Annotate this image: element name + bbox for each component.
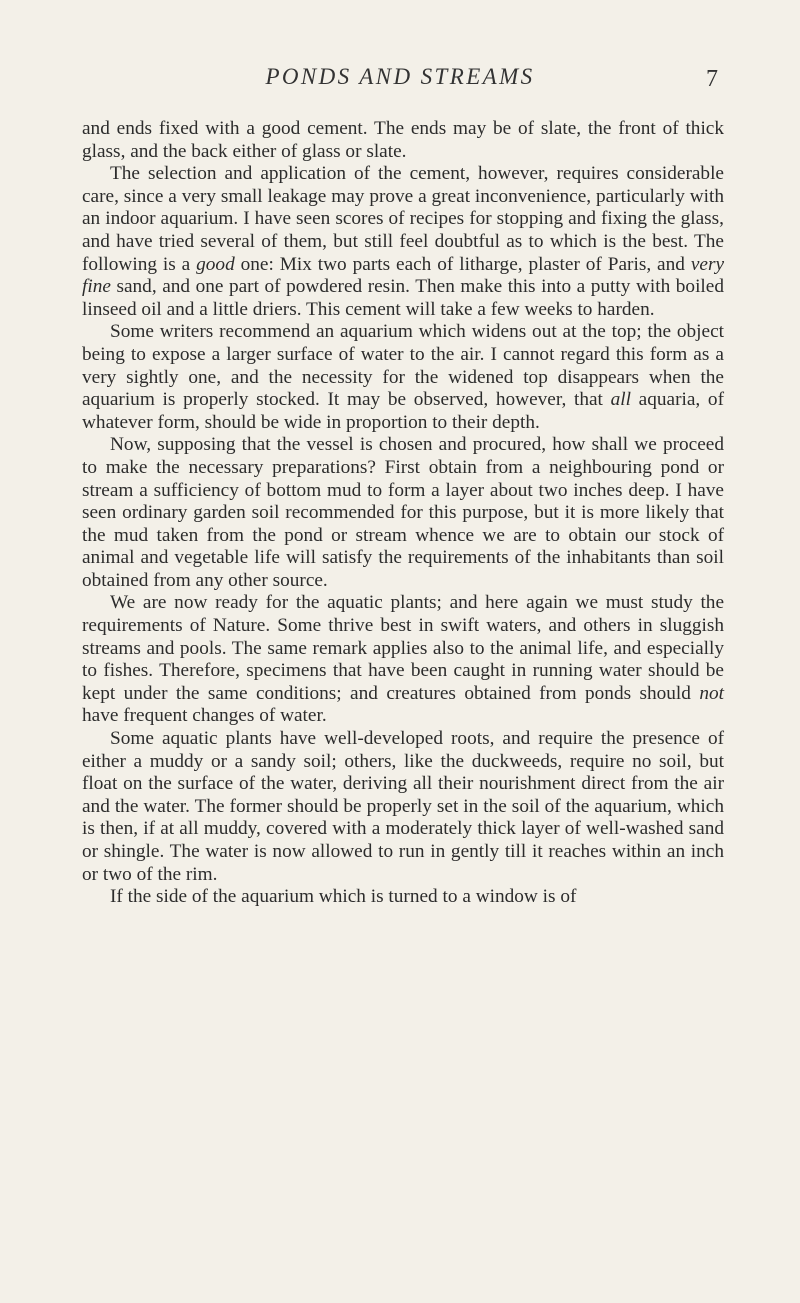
paragraph-preparations — [82, 434, 724, 592]
paragraph-text: Now, supposing that the vessel is chosen and procured, how shall we proceed to make the necessary preparations? First obtain from a neighbouring pond or stream a sufficiency of bottom mud to form a layer about two inches deep. I have seen ordinary garden soil recommended for this purpose, but it is more likely that the mud taken from the pond or stream whence we are to obtain our stock of animal and vegetable life will satisfy the requirements of the inhabitants than soil obtained from any other source. — [82, 434, 724, 591]
paragraph-text: Some aquatic plants have well-developed roots, and require the presence of either a muddy or a sandy soil; others, like the duckweeds, require no soil, but float on the surface of the water, deriving all their nourishment direct from the air and the water. The former should be properly set in the soil of the aquarium, which is then, if at all muddy, covered with a moderately thick layer of well-washed sand or shingle. The water is now allowed to run in gently till it reaches within an inch or two of the rim. — [82, 728, 724, 885]
paragraph-text: If the side of the aquarium which is turned to a window is of — [110, 886, 577, 908]
paragraph-text: We are now ready for the aquatic plants; and here again we must study the requirements of Nature. Some thrive best in swift waters, and others in sluggish streams and pools. The same remark applies also to the animal life, and especially to fishes. Therefore, specimens that have been caught in running water should be kept under the same conditions; and creatures obtained from ponds should — [82, 592, 724, 704]
paragraph-window-side — [82, 886, 724, 909]
running-title: PONDS AND STREAMS — [265, 64, 535, 89]
italic-emphasis: good — [196, 253, 235, 275]
italic-emphasis: not — [699, 682, 724, 704]
paragraph-text: and ends fixed with a good cement. The ends may be of slate, the front of thick glass, and the back either of glass or slate. — [82, 118, 724, 162]
paragraph-text: The selection and application of the cement, however, requires considerable care, since a very small leakage may prove a great inconvenience, particularly with an indoor aquarium. I have seen scores of recipes for stopping and fixing the glass, and have tried several of them, but still feel doubtful as to which is the best. The following is a — [82, 163, 724, 275]
paragraph-text: one: Mix two parts each of litharge, plaster of Paris, and — [234, 253, 691, 275]
paragraph-aquarium-shape — [82, 321, 724, 434]
italic-emphasis: all — [610, 389, 631, 411]
paragraph-text: sand, and one part of powdered resin. Then make this into a putty with boiled linseed oil and a little driers. This cement will take a few weeks to harden. — [82, 276, 724, 320]
paragraph-continuation — [82, 118, 724, 163]
paragraph-plant-roots — [82, 728, 724, 886]
italic-emphasis: very fine — [82, 253, 725, 298]
running-head — [0, 64, 800, 94]
body-text — [82, 118, 724, 909]
page-number: 7 — [706, 66, 718, 92]
paragraph-text: Some writers recommend an aquarium which widens out at the top; the object being to expose a larger surface of water to the air. I cannot regard this form as a very sightly one, and the necessity for the widened top disappears when the aquarium is properly stocked. It may be observed, however, that — [82, 321, 724, 411]
paragraph-text: have frequent changes of water. — [82, 705, 327, 727]
paragraph-text: aquaria, of whatever form, should be wide in proportion to their depth. — [82, 389, 724, 433]
paragraph-cement-recipe — [82, 163, 724, 321]
paragraph-aquatic-plants — [82, 592, 724, 728]
